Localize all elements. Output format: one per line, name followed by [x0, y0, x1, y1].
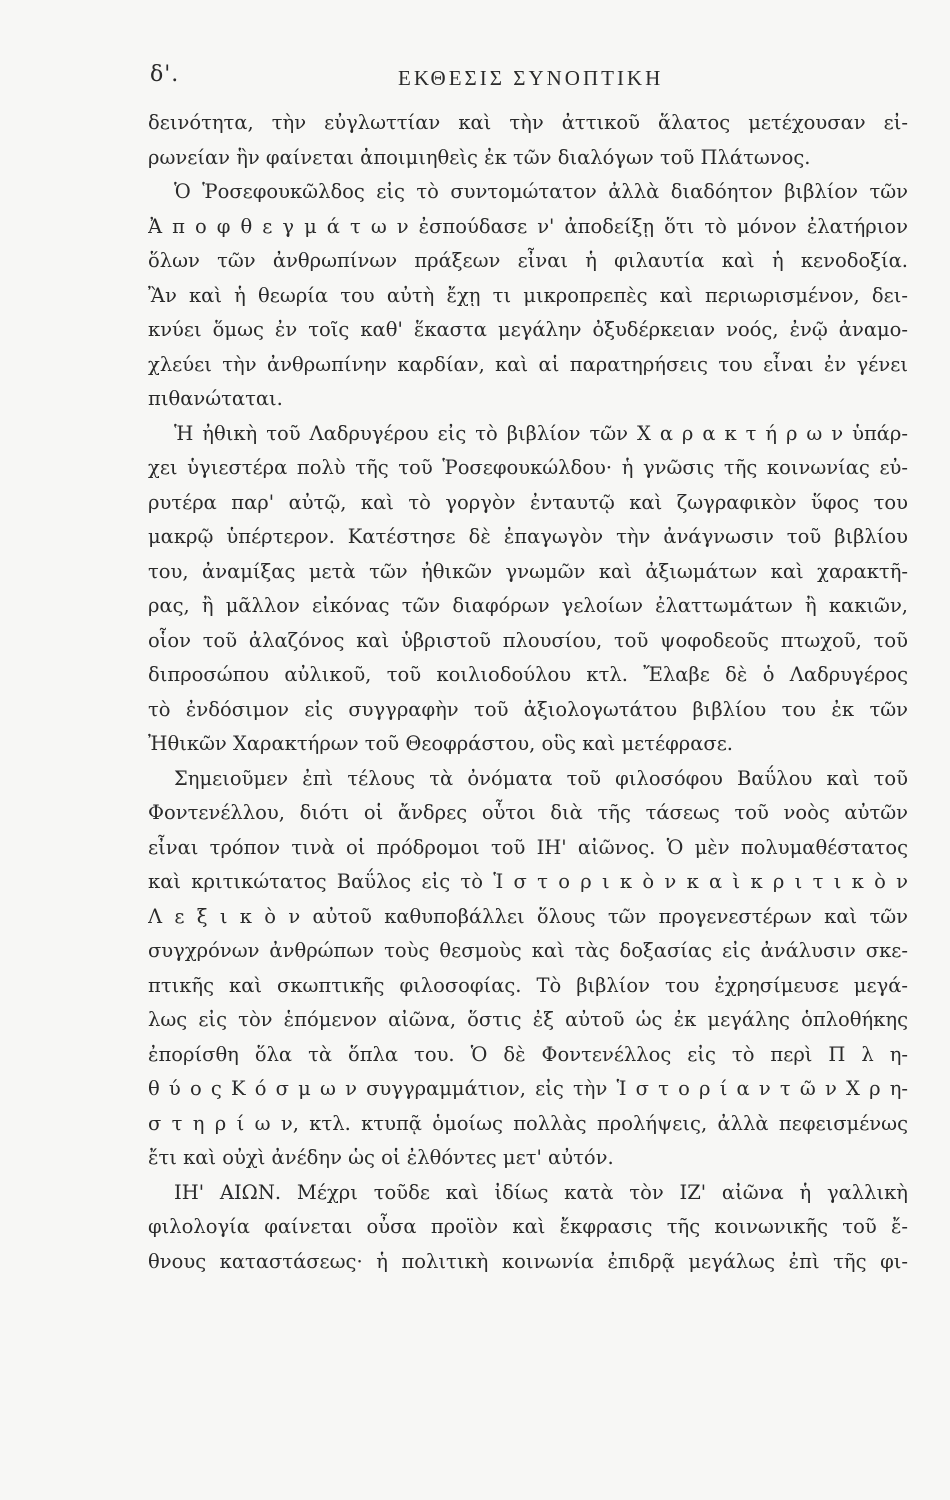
text-line: οἷον τοῦ ἀλαζόνος καὶ ὑβριστοῦ πλουσίου, τοῦ ψοφοδεοῦς πτωχοῦ, τοῦ — [148, 628, 908, 652]
text-line: ἔτι καὶ οὐχὶ ἀνέδην ὡς οἱ ἐλθόντες μετ' αὐτόν. — [148, 1146, 614, 1169]
text-line: εἶναι τρόπον τινὰ οἱ πρόδρομοι τοῦ ΙΗ' αἰῶνος. Ὁ μὲν πολυμαθέστατος — [148, 835, 908, 859]
text-line: Ἡ ἠθικὴ τοῦ Λαδρυγέρου εἰς τὸ βιβλίον τῶν Χ α ρ α κ τ ή ρ ω ν ὑπάρ- — [174, 421, 908, 445]
text-line: Λ ε ξ ι κ ὸ ν αὐτοῦ καθυποβάλλει ὅλους τῶν προγενεστέρων καὶ τῶν — [148, 904, 908, 928]
text-line: Σημειοῦμεν ἐπὶ τέλους τὰ ὀνόματα τοῦ φιλοσόφου Βαΰλου καὶ τοῦ — [174, 766, 908, 790]
text-line: καὶ κριτικώτατος Βαΰλος εἰς τὸ Ἱ σ τ ο ρ ι κ ὸ ν κ α ὶ κ ρ ι τ ι κ ὸ ν — [148, 870, 908, 893]
body-text — [148, 106, 908, 1279]
text-line: ὅλων τῶν ἀνθρωπίνων πράξεων εἶναι ἡ φιλαυτία καὶ ἡ κενοδοξία. — [148, 249, 908, 272]
text-line: θ ύ ο ς Κ ό σ μ ω ν συγγραμμάτιον, εἰς τὴν Ἱ σ τ ο ρ ί α ν τ ῶ ν Χ ρ η- — [148, 1077, 908, 1100]
text-line: ρυτέρα παρ' αὐτῷ, καὶ τὸ γοργὸν ἐνταυτῷ καὶ ζωγραφικὸν ὕφος του — [148, 490, 908, 514]
text-line: φιλολογία φαίνεται οὖσα προϊὸν καὶ ἔκφρασις τῆς κοινωνικῆς τοῦ ἔ- — [148, 1215, 908, 1238]
text-line: πτικῆς καὶ σκωπτικῆς φιλοσοφίας. Τὸ βιβλίον του ἐχρησίμευσε μεγά- — [148, 973, 908, 997]
text-line: χει ὑγιεστέρα πολὺ τῆς τοῦ Ῥοσεφουκώλδου· ἡ γνῶσις τῆς κοινωνίας εὐ- — [148, 456, 908, 479]
text-line: Ἠθικῶν Χαρακτήρων τοῦ Θεοφράστου, οὓς καὶ μετέφρασε. — [148, 732, 734, 755]
page-number: δ'. — [150, 62, 180, 87]
text-line: τὸ ἐνδόσιμον εἰς συγγραφὴν τοῦ ἀξιολογωτάτου βιβλίου του ἐκ τῶν — [148, 697, 908, 721]
text-line: διπροσώπου αὐλικοῦ, τοῦ κοιλιοδούλου κτλ. Ἔλαβε δὲ ὁ Λαδρυγέρος — [148, 663, 908, 686]
text-line: λως εἰς τὸν ἑπόμενον αἰῶνα, ὅστις ἐξ αὐτοῦ ὡς ἐκ μεγάλης ὁπλοθήκης — [148, 1008, 908, 1031]
text-line: σ τ η ρ ί ω ν, κτλ. κτυπᾷ ὁμοίως πολλὰς προλήψεις, ἀλλὰ πεφεισμένως — [148, 1111, 908, 1135]
text-line: του, ἀναμίξας μετὰ τῶν ἠθικῶν γνωμῶν καὶ ἀξιωμάτων καὶ χαρακτῆ- — [148, 559, 908, 583]
text-line: Ἂν καὶ ἡ θεωρία του αὐτὴ ἔχῃ τι μικροπρεπὲς καὶ περιωρισμένον, δει- — [148, 283, 908, 307]
text-line: Φοντενέλλου, διότι οἱ ἄνδρες οὗτοι διὰ τῆς τάσεως τοῦ νοὸς αὐτῶν — [148, 801, 908, 824]
text-line: ρας, ἢ μᾶλλον εἰκόνας τῶν διαφόρων γελοίων ἐλαττωμάτων ἢ κακιῶν, — [148, 594, 908, 617]
text-line: ρωνείαν ἣν φαίνεται ἀποιμιηθεὶς ἐκ τῶν διαλόγων τοῦ Πλάτωνος. — [148, 145, 811, 169]
text-line: δεινότητα, τὴν εὐγλωττίαν καὶ τὴν ἀττικοῦ ἅλατος μετέχουσαν εἰ- — [148, 111, 908, 134]
text-line: συγχρόνων ἀνθρώπων τοὺς θεσμοὺς καὶ τὰς δοξασίας εἰς ἀνάλυσιν σκε- — [148, 939, 908, 962]
text-line: Ὁ Ῥοσεφουκῶλδος εἰς τὸ συντομώτατον ἀλλὰ διαδόητον βιβλίον τῶν — [174, 180, 908, 203]
text-line: μακρῷ ὑπέρτερον. Κατέστησε δὲ ἐπαγωγὸν τὴν ἀνάγνωσιν τοῦ βιβλίου — [148, 525, 908, 548]
page-header — [150, 62, 870, 102]
running-title: ΕΚΘΕΣΙΣ ΣΥΝΟΠΤΙΚΗ — [398, 66, 664, 90]
text-line: ἐπορίσθη ὅλα τὰ ὅπλα του. Ὁ δὲ Φοντενέλλος εἰς τὸ περὶ Π λ η- — [148, 1042, 908, 1066]
text-line: θνους καταστάσεως· ἡ πολιτικὴ κοινωνία ἐπιδρᾷ μεγάλως ἐπὶ τῆς φι- — [148, 1249, 908, 1273]
text-line: Ἀ π ο φ θ ε γ μ ά τ ω ν ἐσπούδασε ν' ἀποδείξῃ ὅτι τὸ μόνον ἐλατήριον — [148, 214, 908, 238]
text-line: κνύει ὅμως ἐν τοῖς καθ' ἕκαστα μεγάλην ὀξυδέρκειαν νοός, ἐνῷ ἀναμο- — [148, 318, 908, 341]
text-line: πιθανώταται. — [148, 387, 283, 410]
text-line: ΙΗ' ΑΙΩΝ. Μέχρι τοῦδε καὶ ἰδίως κατὰ τὸν ΙΖ' αἰῶνα ἡ γαλλικὴ — [174, 1180, 908, 1204]
text-line: χλεύει τὴν ἀνθρωπίνην καρδίαν, καὶ αἱ παρατηρήσεις του εἶναι ἐν γένει — [148, 352, 908, 376]
